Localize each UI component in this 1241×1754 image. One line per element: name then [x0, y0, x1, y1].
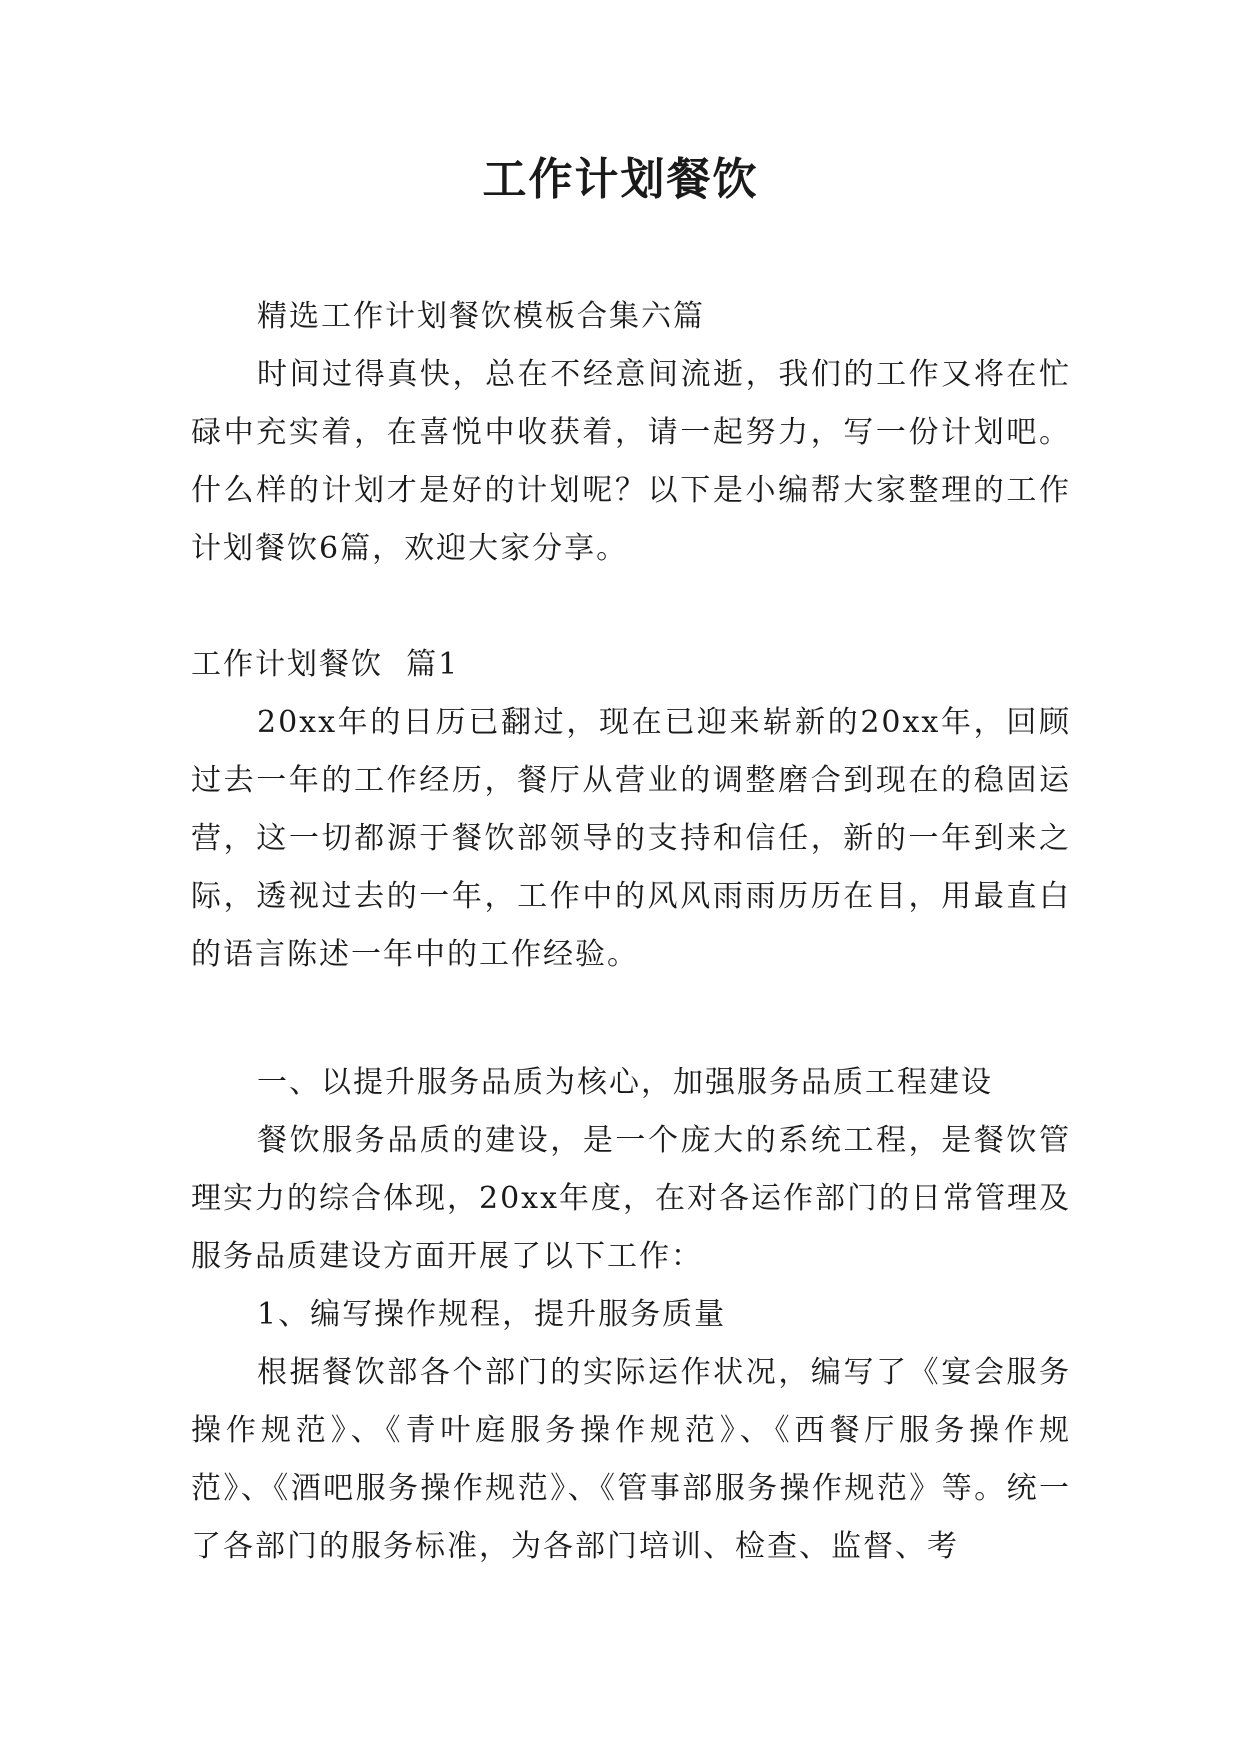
document-subtitle: 精选工作计划餐饮模板合集六篇 — [257, 299, 705, 334]
item-heading: 1、编写操作规程，提升服务质量 — [257, 1297, 727, 1332]
section-heading: 工作计划餐饮 篇1 — [191, 647, 460, 682]
spacer — [191, 984, 1071, 1054]
document-body — [191, 288, 1071, 1576]
spacer — [191, 578, 1071, 636]
rules-paragraph: 根据餐饮部各个部门的实际运作状况，编写了《宴会服务操作规范》、《青叶庭服务操作规范》、《西餐厅服务操作规范》、《酒吧服务操作规范》、《管事部服务操作规范》等。统一了各部门的服务标准，为各部门培训、检查、监督、考 — [191, 1355, 1071, 1564]
intro-paragraph: 时间过得真快，总在不经意间流逝，我们的工作又将在忙碌中充实着，在喜悦中收获着，请一起努力，写一份计划吧。什么样的计划才是好的计划呢？以下是小编帮大家整理的工作计划餐饮6篇，欢迎大家分享。 — [191, 357, 1071, 566]
heading-one: 一、以提升服务品质为核心，加强服务品质工程建设 — [257, 1065, 993, 1100]
document-title: 工作计划餐饮 — [482, 154, 759, 205]
quality-paragraph: 餐饮服务品质的建设，是一个庞大的系统工程，是餐饮管理实力的综合体现，20xx年度，在对各运作部门的日常管理及服务品质建设方面开展了以下工作： — [191, 1123, 1072, 1274]
section-paragraph: 20xx年的日历已翻过，现在已迎来崭新的20xx年，回顾过去一年的工作经历，餐厅从营业的调整磨合到现在的稳固运营，这一切都源于餐饮部领导的支持和信任，新的一年到来之际，透视过去的一年，工作中的风风雨雨历历在目，用最直白的语言陈述一年中的工作经验。 — [191, 705, 1071, 972]
